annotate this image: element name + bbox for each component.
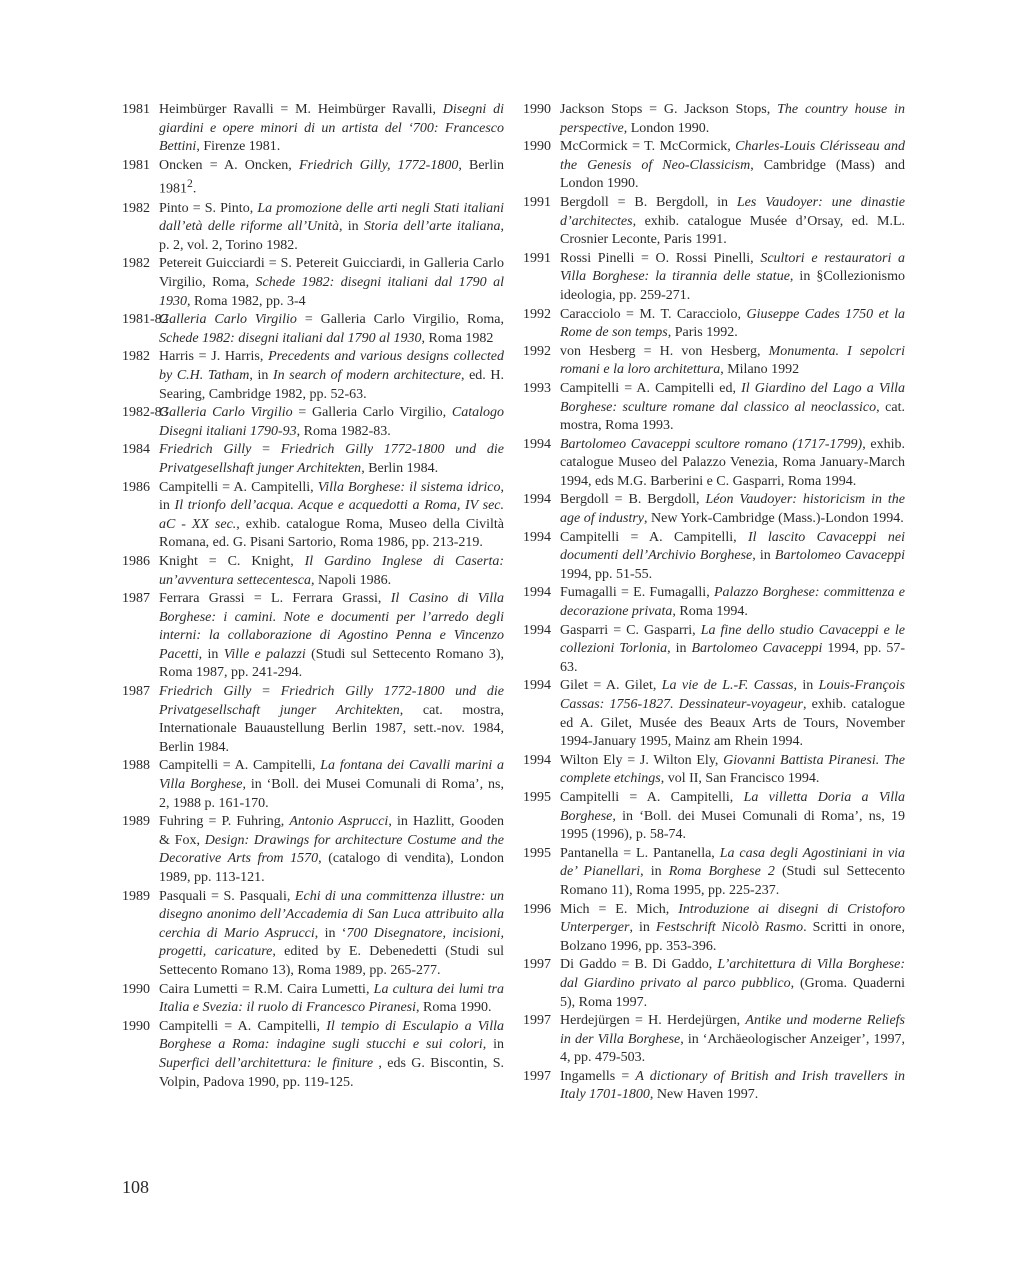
bibliography-entry [523, 436, 905, 492]
bibliography-entry [122, 1018, 504, 1092]
entry-year: 1990 [122, 1018, 150, 1034]
page-number: 108 [122, 1177, 149, 1197]
entry-citation: Jackson Stops = G. Jackson Stops, The country house in perspective, London 1990. [560, 102, 905, 136]
bibliography-entry [523, 956, 905, 1012]
entry-citation: Bartolomeo Cavaceppi scultore romano (1717-1799), exhib. catalogue Museo del Palazzo Venezia, Roma January-March 1994, eds M.G. Barberini e C. Gasparri, Roma 1994. [560, 436, 905, 489]
entry-citation: Pasquali = S. Pasquali, Echi di una committenza illustre: un disegno anonimo dell’Accademia di San Luca attribuito alla cerchia di Mario Asprucci, in ‘700 Disegnatore, incisioni, progetti, caricature, edited by E. Debenedetti (Studi sul Settecento Romano 13), Roma 1989, pp. 265-277. [159, 888, 504, 978]
entry-year: 1994 [523, 622, 551, 638]
entry-citation: von Hesberg = H. von Hesberg, Monumenta. I sepolcri romani e la loro architettura, Milano 1992 [560, 343, 905, 378]
entry-citation: Campitelli = A. Campitelli, Il tempio di Esculapio a Villa Borghese a Roma: indagine sugli stucchi e sui colori, in Superfici dell’architettura: le finiture , eds G. Biscontin, S. Volpin, Padova 1990, pp. 119-125. [159, 1018, 504, 1090]
bibliography-entry [122, 981, 504, 1018]
bibliography-entry [523, 101, 905, 138]
entry-citation: Campitelli = A. Campitelli, Villa Borghese: il sistema idrico, in Il trionfo dell’acqua. Acque e acquedotti a Roma, IV sec. aC - XX sec., exhib. catalogue Roma, Museo della Civiltà Romana, ed. G. Pisani Sartorio, Roma 1986, pp. 213-219. [159, 479, 505, 551]
entry-citation: Wilton Ely = J. Wilton Ely, Giovanni Battista Piranesi. The complete etchings, vol II, San Francisco 1994. [560, 752, 905, 787]
entry-year: 1995 [523, 789, 551, 805]
bibliography-right-column [523, 101, 905, 1105]
bibliography-entry [523, 622, 905, 678]
entry-year: 1986 [122, 479, 150, 495]
entry-year: 1990 [523, 139, 551, 155]
entry-year: 1992 [523, 343, 551, 359]
entry-citation: Campitelli = A. Campitelli, La villetta Doria a Villa Borghese, in ‘Boll. dei Musei Comunali di Roma’, ns, 19 1995 (1996), p. 58-74. [560, 789, 905, 843]
entry-citation: Di Gaddo = B. Di Gaddo, L’architettura di Villa Borghese: dal Giardino privato al parco pubblico, (Groma. Quaderni 5), Roma 1997. [560, 957, 905, 1010]
bibliography-entry [122, 200, 504, 256]
bibliography-entry [523, 584, 905, 621]
bibliography-entry [523, 789, 905, 845]
entry-citation: Friedrich Gilly = Friedrich Gilly 1772-1800 und die Privatgesellschaft junger Architekten, cat. mostra, Internationale Bauaustellung Berlin 1987, sett.-nov. 1984, Berlin 1984. [159, 684, 504, 755]
entry-year: 1982 [122, 349, 150, 365]
bibliography-entry [523, 529, 905, 585]
bibliography-entry [523, 250, 905, 306]
entry-citation: Friedrich Gilly = Friedrich Gilly 1772-1800 und die Privatgesellshaft junger Architekten, Berlin 1984. [159, 442, 504, 476]
entry-citation: Fuhring = P. Fuhring, Antonio Asprucci, in Hazlitt, Gooden & Fox, Design: Drawings for architecture Costume and the Decorative Arts from 1570, (catalogo di vendita), London 1989, pp. 113-121. [159, 814, 505, 885]
entry-citation: Heimbürger Ravalli = M. Heimbürger Ravalli, Disegni di giardini e opere minori di un artista del ‘700: Francesco Bettini, Firenze 1981. [159, 102, 504, 155]
bibliography-entry [523, 677, 905, 751]
entry-citation: Caira Lumetti = R.M. Caira Lumetti, La cultura dei lumi tra Italia e Svezia: il ruolo di Francesco Piranesi, Roma 1990. [159, 981, 505, 1016]
entry-year: 1995 [523, 845, 551, 861]
bibliography-entry [523, 1012, 905, 1068]
entry-year: 1981 [122, 157, 150, 173]
bibliography-entry [122, 441, 504, 478]
entry-year: 1987 [122, 684, 150, 700]
entry-citation: Herdejürgen = H. Herdejürgen, Antike und moderne Reliefs in der Villa Borghese, in ‘Archäeologischer Anzeiger’, 1997, 4, pp. 479-503. [560, 1013, 906, 1066]
entry-citation: Campitelli = A. Campitelli ed, Il Giardino del Lago a Villa Borghese: sculture romane dal classico al neoclassico, cat. mostra, Roma 1993. [560, 380, 905, 434]
entry-year: 1988 [122, 758, 150, 774]
entry-citation: McCormick = T. McCormick, Charles-Louis Clérisseau and the Genesis of Neo-Classicism, Cambridge (Mass) and London 1990. [560, 139, 906, 192]
entry-citation: Pinto = S. Pinto, La promozione delle arti negli Stati italiani dall’età delle riforme all’Unità, in Storia dell’arte italiana, p. 2, vol. 2, Torino 1982. [159, 200, 505, 253]
bibliography-entry [122, 255, 504, 311]
entry-year: 1991 [523, 194, 551, 210]
entry-citation: Bergdoll = B. Bergdoll, in Les Vaudoyer: une dinastie d’architectes, exhib. catalogue Musée d’Orsay, ed. M.L. Crosnier Leconte, Paris 1991. [560, 194, 905, 248]
entry-year: 1994 [523, 529, 551, 545]
entry-year: 1994 [523, 678, 551, 694]
entry-year: 1994 [523, 436, 551, 452]
entry-year: 1989 [122, 814, 150, 830]
bibliography-entry [122, 888, 504, 981]
entry-citation: Knight = C. Knight, Il Gardino Inglese di Caserta: un’avventura settecentesca, Napoli 1986. [159, 553, 504, 588]
bibliography-entry [523, 845, 905, 901]
entry-year: 1987 [122, 591, 150, 607]
entry-citation: Petereit Guicciardi = S. Petereit Guicciardi, in Galleria Carlo Virgilio, Roma, Schede 1982: disegni italiani dal 1790 al 1930, Roma 1982, pp. 3-4 [159, 256, 504, 309]
entry-citation: Bergdoll = B. Bergdoll, Léon Vaudoyer: historicism in the age of industry, New York-Cambridge (Mass.)-London 1994. [560, 492, 906, 527]
bibliography-entry [122, 813, 504, 887]
entry-year: 1993 [523, 380, 551, 396]
entry-citation: Gasparri = C. Gasparri, La fine dello studio Cavaceppi e le collezioni Torlonia, in Bartolomeo Cavaceppi 1994, pp. 57-63. [560, 622, 905, 675]
bibliography-entry [122, 590, 504, 683]
entry-year: 1989 [122, 888, 150, 904]
entry-year: 1996 [523, 901, 551, 917]
entry-citation: Gilet = A. Gilet, La vie de L.-F. Cassas, in Louis-François Cassas: 1756-1827. Dessinateur-voyageur, exhib. catalogue ed A. Gilet, Musée des Beaux Arts de Tours, November 1994-January 1995, Mainz am Rhein 1994. [560, 678, 905, 750]
bibliography-entry [523, 1068, 905, 1105]
bibliography-entry [523, 343, 905, 380]
bibliography-entry [122, 683, 504, 757]
entry-year: 1991 [523, 250, 551, 266]
bibliography-entry [122, 311, 504, 348]
bibliography-entry [523, 306, 905, 343]
entry-year: 1982 [122, 200, 150, 216]
bibliography-entry [122, 479, 504, 553]
entry-citation: Campitelli = A. Campitelli, La fontana dei Cavalli marini a Villa Borghese, in ‘Boll. dei Musei Comunali di Roma’, ns, 2, 1988 p. 161-170. [159, 758, 504, 811]
bibliography-entry [122, 757, 504, 813]
bibliography-entry [122, 404, 504, 441]
entry-year: 1997 [523, 1013, 551, 1029]
bibliography-entry [122, 101, 504, 157]
entry-citation: Oncken = A. Oncken, Friedrich Gilly, 1772-1800, Berlin 1981$^2$. [159, 157, 504, 198]
entry-year: 1986 [122, 553, 150, 569]
entry-year: 1984 [122, 442, 150, 458]
entry-year: 1982 [122, 256, 150, 272]
entry-citation: Pantanella = L. Pantanella, La casa degli Agostiniani in via de’ Pianellari, in Roma Borghese 2 (Studi sul Settecento Romano 11), Roma 1995, pp. 225-237. [560, 845, 905, 898]
entry-citation: Campitelli = A. Campitelli, Il lascito Cavaceppi nei documenti dell’Archivio Borghese, in Bartolomeo Cavaceppi 1994, pp. 51-55. [560, 529, 905, 582]
entry-year: 1997 [523, 957, 551, 973]
entry-citation: Harris = J. Harris, Precedents and various designs collected by C.H. Tatham, in In search of modern architecture, ed. H. Searing, Cambridge 1982, pp. 52-63. [159, 349, 504, 402]
bibliography-entry [122, 348, 504, 404]
entry-year: 1997 [523, 1068, 551, 1084]
bibliography-entry [523, 194, 905, 250]
bibliography-entry [122, 553, 504, 590]
bibliography-entry [523, 380, 905, 436]
entry-year: 1990 [523, 102, 551, 117]
bibliography-entry [523, 752, 905, 789]
entry-citation: Caracciolo = M. T. Caracciolo, Giuseppe Cades 1750 et la Rome de son temps, Paris 1992. [560, 306, 906, 341]
entry-citation: Galleria Carlo Virgilio = Galleria Carlo Virgilio, Roma, Schede 1982: disegni italiani dal 1790 al 1930, Roma 1982 [159, 312, 504, 346]
entry-citation: Galleria Carlo Virgilio = Galleria Carlo Virgilio, Catalogo Disegni italiani 1790-93, Roma 1982-83. [159, 405, 504, 439]
entry-citation: Ferrara Grassi = L. Ferrara Grassi, Il Casino di Villa Borghese: i camini. Note e documenti per l’arredo degli interni: la collaborazione di Agostino Penna e Vincenzo Pacetti, in Ville e palazzi (Studi sul Settecento Romano 3), Roma 1987, pp. 241-294. [159, 591, 505, 681]
entry-year: 1982-83 [122, 405, 169, 421]
entry-citation: Ingamells = A dictionary of British and Irish travellers in Italy 1701-1800, New Haven 1997. [560, 1068, 906, 1103]
entry-year: 1990 [122, 981, 150, 997]
bibliography-entry [523, 491, 905, 528]
entry-year: 1992 [523, 306, 551, 322]
bibliography-entry [122, 157, 504, 200]
entry-citation: Mich = E. Mich, Introduzione ai disegni di Cristoforo Unterperger, in Festschrift Nicolò Rasmo. Scritti in onore, Bolzano 1996, pp. 353-396. [560, 901, 905, 954]
entry-citation: Rossi Pinelli = O. Rossi Pinelli, Scultori e restauratori a Villa Borghese: la tirannia delle statue, in §Collezionismo ideologia, pp. 259-271. [560, 250, 906, 303]
entry-year: 1981-82 [122, 312, 169, 328]
entry-year: 1981 [122, 102, 150, 117]
bibliography-left-column [122, 101, 504, 1092]
entry-citation: Fumagalli = E. Fumagalli, Palazzo Borghese: committenza e decorazione privata, Roma 1994. [560, 585, 905, 620]
entry-year: 1994 [523, 585, 551, 601]
bibliography-entry [523, 901, 905, 957]
bibliography-entry [523, 138, 905, 194]
entry-year: 1994 [523, 492, 551, 508]
entry-year: 1994 [523, 752, 551, 768]
